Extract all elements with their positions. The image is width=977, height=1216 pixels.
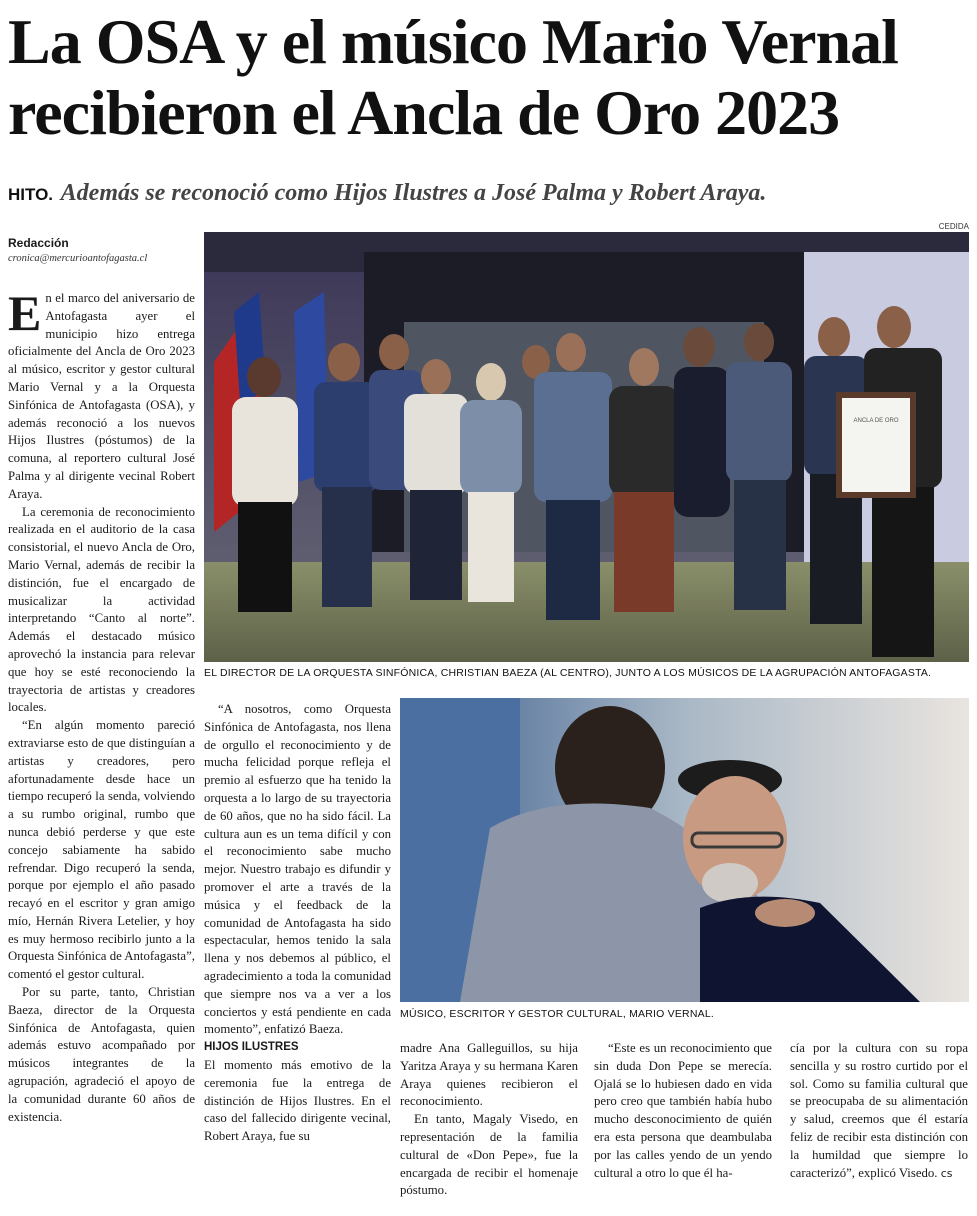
end-mark: cs: [940, 1166, 953, 1180]
byline: [8, 236, 198, 264]
photo1-caption: EL DIRECTOR DE LA ORQUESTA SINFÓNICA, CHRISTIAN BAEZA (AL CENTRO), JUNTO A LOS MÚSICOS DE LA AGRUPACIÓN ANTOFAGASTA.: [204, 667, 932, 679]
group-photo: [204, 232, 969, 662]
section-heading: HIJOS ILUSTRES: [204, 1041, 299, 1054]
headline-line-2: recibieron el Ancla de Oro 2023: [8, 77, 840, 148]
paragraph: En el marco del aniversario de Antofagasta ayer el municipio hizo entrega oficialmente del Ancla de Oro 2023 al músico, escritor y gestor cultural Mario Vernal y a la Orquesta Sinfónica de Antofagasta (OSA), y además reconoció a los nuevos Hijos Ilustres (póstumos) de la comuna, al reportero cultural José Palma y al dirigente vecinal Robert Araya.: [8, 285, 195, 501]
byline-email: cronica@mercurioantofagasta.cl: [8, 253, 148, 264]
paragraph: “Este es un reconocimiento que sin duda Don Pepe se merecía. Ojalá se lo hubiesen dado en vida pero creo que también había hubo mucho desconocimiento de quién era esta persona que deambulaba por las calles yendo de un yendo cultural a otro lo que él ha-: [594, 1041, 772, 1180]
award-photo: [400, 698, 969, 1002]
paragraph: En tanto, Magaly Visedo, en representación de la familia cultural de «Don Pepe», fue la encargada de recibir el homenaje póstumo.: [400, 1112, 578, 1198]
article-column-3: [400, 1040, 578, 1200]
award-photo-illustration: [400, 698, 969, 1002]
photo-credit: CEDIDA: [938, 222, 969, 231]
headline-line-1: La OSA y el músico Mario Vernal: [8, 6, 898, 77]
byline-author: Redacción: [8, 236, 69, 250]
kicker-label: HITO.: [8, 185, 54, 204]
paragraph: La ceremonia de reconocimiento realizada en el auditorio de la casa consistorial, el nuevo Ancla de Oro, Mario Vernal, además de recibir la distinción, fue el encargado de musicalizar la actividad interpretando “Canto al norte”. Además el destacado músico aprovechó la instancia para relevar que hoy se esté reconociendo la trayectoria de artistas y creadores locales.: [8, 504, 195, 715]
paragraph: madre Ana Galleguillos, su hija Yaritza Araya y su hermana Karen Araya quienes recibieron el reconocimiento.: [400, 1041, 578, 1109]
paragraph: “A nosotros, como Orquesta Sinfónica de Antofagasta, nos llena de orgullo el reconocimiento y de mucha felicidad porque refleja el premio al esfuerzo que ha tenido la orquesta a lo largo de su trayectoria de 60 años, que no ha sido fácil. La cultura aun es un tema difícil y con el reconocimiento sabe mucho mejor. Nuestro trabajo es difundir y promover el arte a través de la música y el feedback de la comunidad de Antofagasta ha sido espectacular, hemos tenido la sala llena y nos debemos al público, el agradecimiento a toda la comunidad que siempre nos va a ver a los conciertos y está pendiente en cada momento”, enfatizó Baeza.: [204, 702, 391, 1037]
kicker-summary: Además se reconoció como Hijos Ilustres a José Palma y Robert Araya.: [60, 180, 767, 206]
drop-cap: E: [8, 285, 42, 341]
article-column-4: [594, 1040, 772, 1182]
paragraph: El momento más emotivo de la ceremonia fue la entrega de distinción de Hijos Ilustres. En el caso del fallecido dirigente vecinal, Robert Araya, fue su: [204, 1057, 391, 1144]
group-photo-illustration: [204, 232, 969, 662]
photo2-caption: MÚSICO, ESCRITOR Y GESTOR CULTURAL, MARIO VERNAL.: [400, 1008, 714, 1020]
article-column-5: [790, 1040, 968, 1182]
paragraph: Por su parte, tanto, Christian Baeza, director de la Orquesta Sinfónica de Antofagasta, quien además estuvo acompañado por músicos integrantes de la agrupación, agradeció el apoyo de la comunidad durante 60 años de existencia.: [8, 985, 195, 1124]
kicker: [8, 178, 973, 207]
article-column-2: [204, 701, 391, 1146]
headline: [8, 6, 973, 148]
certificate-text: ANCLA DE ORO: [853, 418, 899, 424]
paragraph: cía por la cultura con su ropa sencilla y su rostro curtido por el sol. Como su familia cultural que se preocupaba de su alimentación y salud, creemos que él estaría feliz de recibir esta distinción con la humildad que siempre lo caracterizó”, explicó Visedo. cs: [790, 1041, 968, 1180]
article-column-1: [8, 285, 195, 1126]
paragraph: “En algún momento pareció extraviarse esto de que distinguían a artistas y creadores, pero afortunadamente desde hace un tiempo recuperó la senda, volviendo a su rumbo original, rumbo que nunca debió perderse y que este concejo sabiamente ha sabido refrendar. Digo recuperó la senda, porque por ejemplo el año pasado recayó en el escritor y gran amigo mío, Hernán Rivera Letelier, y hoy es muy hermoso recibirlo junto a la Orquesta Sinfónica de Antofagasta”, comentó el gestor cultural.: [8, 718, 195, 982]
